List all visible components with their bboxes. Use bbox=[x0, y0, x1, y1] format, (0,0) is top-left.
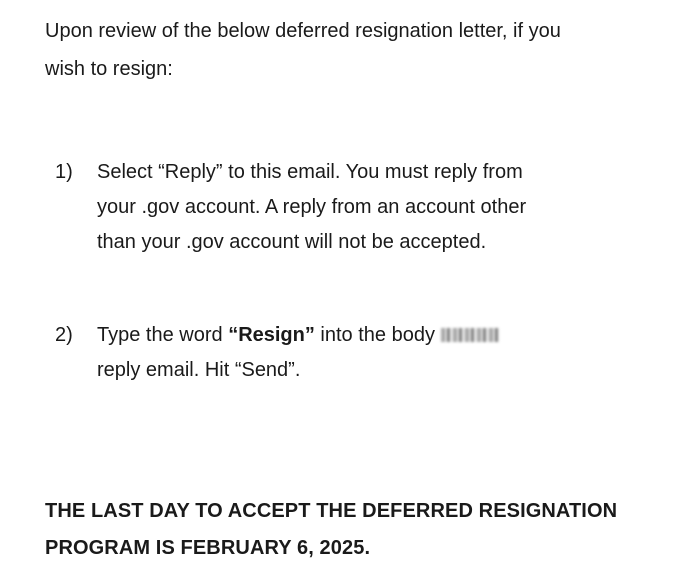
step-text bbox=[97, 318, 567, 388]
resign-keyword: “Resign” bbox=[228, 324, 315, 346]
step-number: 2) bbox=[55, 324, 73, 346]
step-number: 1) bbox=[55, 161, 73, 183]
step-text: Select “Reply” to this email. You must reply from your .gov account. A reply from an account other than your .gov account will not be accepted. bbox=[97, 161, 527, 253]
redacted-text bbox=[441, 328, 499, 342]
step-text-middle: into the body bbox=[314, 324, 435, 346]
step-text-end: reply email. Hit “Send”. bbox=[97, 359, 301, 381]
intro-paragraph: Upon review of the below deferred resignation letter, if you wish to resign: bbox=[45, 20, 561, 80]
deadline-notice: THE LAST DAY TO ACCEPT THE DEFERRED RESIGNATION PROGRAM IS FEBRUARY 6, 2025. bbox=[45, 500, 618, 559]
step-text-start: Type the word bbox=[97, 324, 229, 346]
